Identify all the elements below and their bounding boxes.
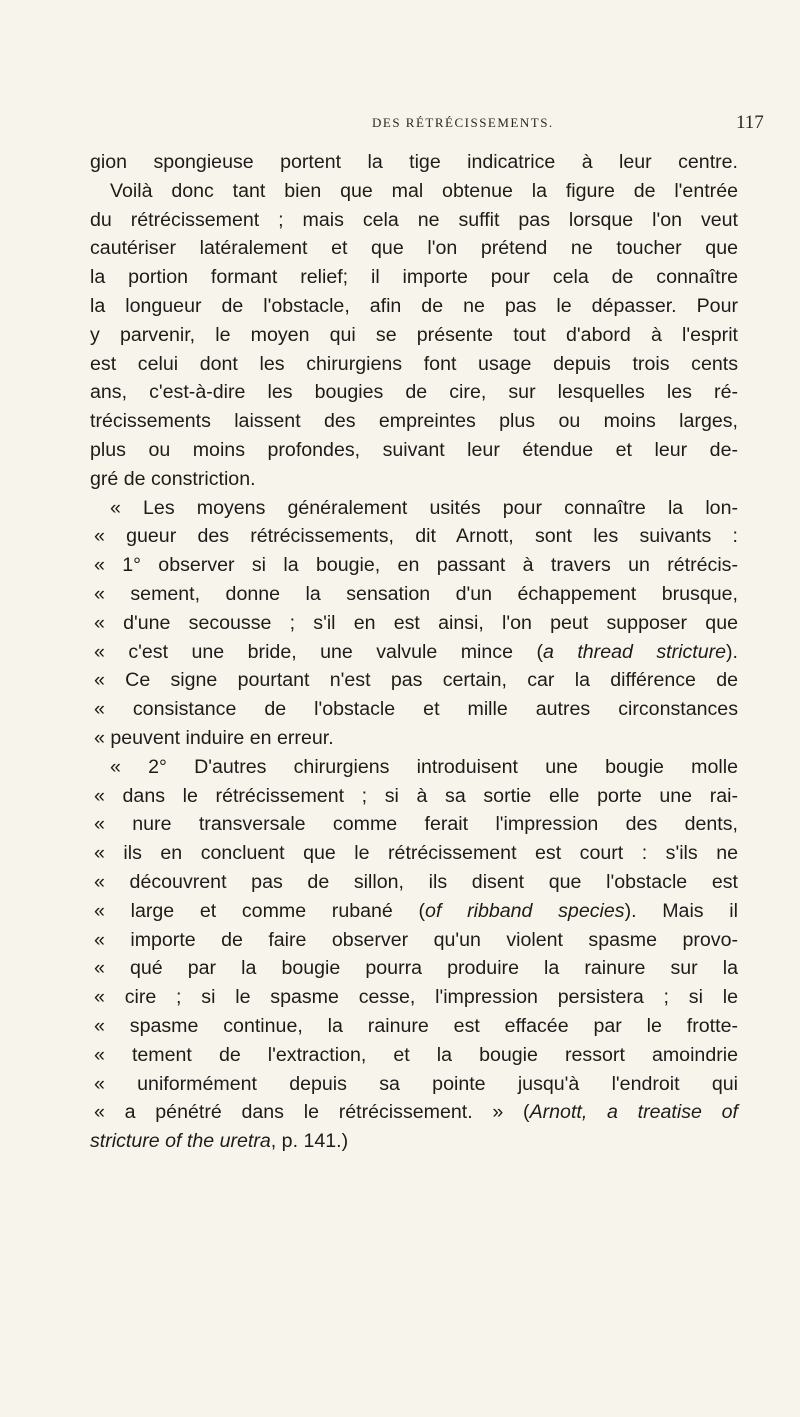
text-line <box>90 407 738 436</box>
italic-text: of ribband species <box>425 899 625 922</box>
text-line <box>90 522 738 551</box>
text-segment: ans, c'est-à-dire les bougies de cire, sur lesquelles les ré- <box>90 381 738 404</box>
text-segment: « découvrent pas de sillon, ils disent que l'obstacle est <box>94 870 738 893</box>
text-segment: « c'est une bride, une valvule mince ( <box>94 640 543 663</box>
text-line <box>90 810 738 839</box>
text-segment: du rétrécissement ; mais cela ne suffit pas lorsque l'on veut <box>90 208 738 231</box>
text-line <box>90 724 738 753</box>
text-segment: « gueur des rétrécissements, dit Arnott, sont les suivants : <box>94 525 738 548</box>
text-line <box>90 263 738 292</box>
text-segment: « ils en concluent que le rétrécissement est court : s'ils ne <box>94 842 738 865</box>
text-segment: est celui dont les chirurgiens font usage depuis trois cents <box>90 352 738 375</box>
text-line <box>90 897 738 926</box>
text-line <box>90 292 738 321</box>
text-segment: ). Mais il <box>624 899 739 922</box>
page-number: 117 <box>736 112 764 133</box>
text-segment: y parvenir, le moyen qui se présente tout d'abord à l'esprit <box>90 323 738 346</box>
text-segment: « d'une secousse ; s'il en est ainsi, l'on peut supposer que <box>94 611 738 634</box>
text-segment: gré de constriction. <box>90 467 256 490</box>
text-line <box>90 148 738 177</box>
text-line <box>90 926 738 955</box>
text-segment: la portion formant relief; il importe pour cela de connaître <box>90 266 738 289</box>
text-segment: « large et comme rubané ( <box>94 899 426 922</box>
text-segment: « sement, donne la sensation d'un échappement brusque, <box>94 582 738 605</box>
text-segment: « peuvent induire en erreur. <box>94 726 334 749</box>
text-line <box>90 465 738 494</box>
text-line <box>90 580 738 609</box>
text-segment: « nure transversale comme ferait l'impression des dents, <box>94 813 738 836</box>
text-segment: « Ce signe pourtant n'est pas certain, car la différence de <box>94 669 738 692</box>
text-segment: la longueur de l'obstacle, afin de ne pas le dépasser. Pour <box>90 294 738 317</box>
text-segment: trécissements laissent des empreintes plus ou moins larges, <box>90 410 738 433</box>
text-line <box>90 350 738 379</box>
text-segment: « tement de l'extraction, et la bougie ressort amoindrie <box>94 1043 738 1066</box>
text-segment: « dans le rétrécissement ; si à sa sortie elle porte une rai- <box>94 784 738 807</box>
text-segment: , p. 141.) <box>270 1130 349 1153</box>
page-header <box>0 112 800 139</box>
text-line <box>90 436 738 465</box>
text-line <box>90 954 738 983</box>
body-text <box>90 148 738 1156</box>
text-line <box>90 839 738 868</box>
text-line <box>90 494 738 523</box>
text-segment: « uniformément depuis sa pointe jusqu'à l'endroit qui <box>94 1072 738 1095</box>
text-segment: « Les moyens généralement usités pour connaître la lon- <box>110 496 738 519</box>
text-line <box>90 321 738 350</box>
running-head: DES RÉTRÉCISSEMENTS. <box>372 115 554 130</box>
text-segment: gion spongieuse portent la tige indicatrice à leur centre. <box>90 151 738 173</box>
text-segment: « cire ; si le spasme cesse, l'impression persistera ; si le <box>94 986 738 1009</box>
text-segment: « 2° D'autres chirurgiens introduisent une bougie molle <box>110 755 738 778</box>
text-line <box>90 666 738 695</box>
text-line <box>90 1127 738 1156</box>
text-line <box>90 1041 738 1070</box>
text-segment: « importe de faire observer qu'un violent spasme provo- <box>94 928 738 951</box>
italic-text: a thread stricture <box>542 640 727 663</box>
text-segment: « qué par la bougie pourra produire la rainure sur la <box>94 957 738 980</box>
text-segment: « a pénétré dans le rétrécissement. » ( <box>94 1101 530 1124</box>
text-segment: Voilà donc tant bien que mal obtenue la figure de l'entrée <box>110 179 738 202</box>
text-line <box>90 695 738 724</box>
text-line <box>90 177 738 206</box>
italic-text: Arnott, a treatise of <box>529 1101 739 1124</box>
text-line <box>90 1012 738 1041</box>
text-segment: « consistance de l'obstacle et mille autres circonstances <box>94 698 738 721</box>
text-line <box>90 551 738 580</box>
text-line <box>90 753 738 782</box>
text-segment: cautériser latéralement et que l'on prétend ne toucher que <box>90 237 738 260</box>
text-segment: plus ou moins profondes, suivant leur étendue et leur de- <box>90 438 738 461</box>
text-segment: « 1° observer si la bougie, en passant à travers un rétrécis- <box>94 554 738 577</box>
text-line <box>90 638 738 667</box>
text-segment: « spasme continue, la rainure est effacée par le frotte- <box>94 1014 738 1037</box>
text-line <box>90 609 738 638</box>
italic-text: stricture of the uretra <box>90 1130 271 1153</box>
text-line <box>90 1098 738 1127</box>
text-line <box>90 868 738 897</box>
text-line <box>90 983 738 1012</box>
text-segment: ). <box>726 640 738 663</box>
text-line <box>90 378 738 407</box>
text-line <box>90 234 738 263</box>
text-line <box>90 1070 738 1099</box>
text-line <box>90 206 738 235</box>
text-line <box>90 782 738 811</box>
